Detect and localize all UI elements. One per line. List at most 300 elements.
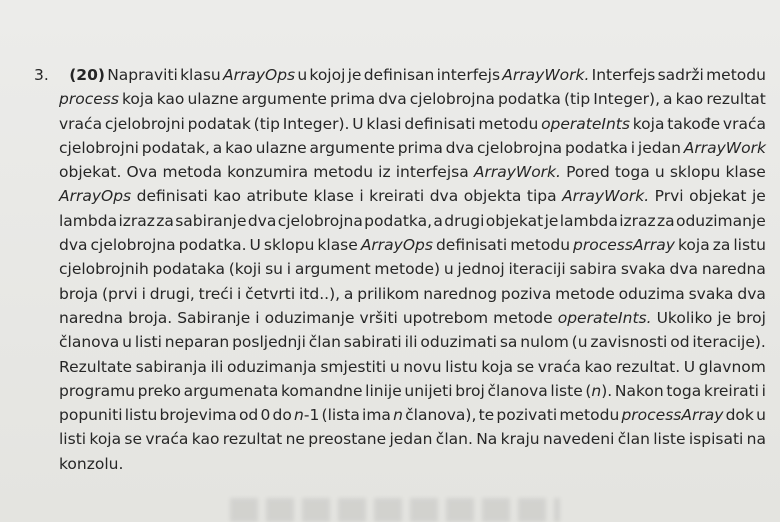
word-group <box>593 87 660 111</box>
word-group <box>159 403 236 427</box>
word-group <box>621 403 723 427</box>
word-group <box>361 233 433 257</box>
word-group <box>187 87 238 111</box>
word-group <box>520 330 569 354</box>
word: definisati <box>136 187 208 206</box>
word: sklopu <box>263 236 315 255</box>
word-group <box>213 136 223 160</box>
word: novu <box>403 357 442 376</box>
word: Ukoliko <box>656 308 713 327</box>
word-group <box>102 282 138 306</box>
word-group <box>352 112 363 136</box>
word-group <box>445 355 478 379</box>
word: argument <box>294 260 371 279</box>
word-group <box>657 306 713 330</box>
word: naredna <box>701 260 766 279</box>
task-number: 3. <box>34 66 49 84</box>
word-group <box>565 136 628 160</box>
word-group <box>689 184 746 208</box>
word-group <box>590 330 667 354</box>
word-group <box>59 403 123 427</box>
task-line <box>26 306 766 330</box>
word-group <box>670 330 689 354</box>
word: glavnom <box>698 357 766 376</box>
word: podataka <box>152 260 225 279</box>
word: listu <box>733 236 766 255</box>
task-line <box>26 355 766 379</box>
word: cjelobrojna <box>477 138 563 157</box>
word-group <box>584 355 612 379</box>
word-group <box>295 257 371 281</box>
word-group <box>550 379 582 403</box>
task-line <box>26 112 766 136</box>
word: itd..), <box>299 284 341 303</box>
word: U <box>352 114 364 133</box>
word-group <box>653 427 685 451</box>
italic-term: processArray <box>621 406 724 425</box>
word-group <box>313 184 353 208</box>
word: ili <box>404 333 418 352</box>
word: dva <box>669 260 699 279</box>
word: metodu <box>313 163 374 182</box>
word-group <box>184 379 279 403</box>
word-group <box>242 87 327 111</box>
word: lambda <box>59 211 118 230</box>
word-group <box>592 63 656 87</box>
italic-term: ArrayWork. <box>562 187 650 206</box>
italic-term: ArrayWork. <box>473 163 561 182</box>
word: neparan <box>164 333 230 352</box>
word-group <box>396 160 469 184</box>
word: i <box>255 308 260 327</box>
task-line <box>26 257 766 281</box>
word: U <box>249 236 261 255</box>
word-group <box>410 87 495 111</box>
word-group <box>265 257 283 281</box>
word: posljednji <box>232 333 306 352</box>
word-group <box>128 306 172 330</box>
word: smjestiti <box>320 357 387 376</box>
word-group <box>655 184 684 208</box>
word: i <box>236 284 242 303</box>
word: vraća <box>145 430 189 449</box>
word: sabiranja <box>135 357 207 376</box>
word-group <box>500 330 518 354</box>
word-group <box>297 63 307 87</box>
italic-term: ArrayOps <box>222 66 296 84</box>
word-group <box>508 257 565 281</box>
word-group <box>287 257 291 281</box>
word-group <box>615 379 664 403</box>
word-group <box>692 330 765 354</box>
word-group <box>223 63 295 87</box>
word-group <box>510 233 570 257</box>
word-group <box>250 233 261 257</box>
word: podatka <box>564 138 628 157</box>
word: interfejsa <box>395 163 469 182</box>
word-group <box>309 63 345 87</box>
word: jednoj <box>457 260 505 279</box>
word-group <box>560 209 618 233</box>
word-group <box>706 63 766 87</box>
task-line <box>26 427 766 451</box>
word: se <box>516 357 535 376</box>
word: brojevima <box>159 406 237 425</box>
word-group <box>498 87 561 111</box>
word: koja <box>89 430 122 449</box>
word-group <box>237 282 241 306</box>
word: metodu <box>478 114 539 133</box>
word-group <box>403 306 488 330</box>
word: cjelobrojna <box>277 211 363 230</box>
word-group <box>615 160 650 184</box>
word-group <box>313 160 373 184</box>
word: toga <box>614 163 650 182</box>
word: metode <box>555 284 615 303</box>
word: te <box>478 406 495 425</box>
word: ( <box>585 381 592 400</box>
word: (tip <box>563 90 591 109</box>
word-group <box>437 63 501 87</box>
word-group <box>278 209 363 233</box>
word: zavisnosti <box>590 333 668 352</box>
word: u <box>389 357 400 376</box>
word: definisati <box>435 236 508 255</box>
word-group <box>717 306 731 330</box>
word-group <box>165 330 229 354</box>
word-group <box>378 87 407 111</box>
word: dva <box>378 90 407 109</box>
word-group <box>199 282 233 306</box>
word-group <box>723 112 766 136</box>
word: liste <box>653 430 686 449</box>
word: konzolu. <box>59 454 124 473</box>
italic-term: n <box>294 406 304 425</box>
word: objekat <box>689 187 747 206</box>
word: objekta <box>463 187 522 206</box>
word-group <box>478 112 538 136</box>
word: je <box>717 308 732 327</box>
word-group <box>405 403 476 427</box>
word-group <box>444 257 454 281</box>
word: svaka <box>620 260 666 279</box>
word-group <box>59 112 102 136</box>
word: svaka <box>688 284 734 303</box>
word-group <box>248 209 277 233</box>
word-group <box>227 160 308 184</box>
word: kao <box>675 90 704 109</box>
word: preostane <box>308 430 387 449</box>
italic-term: operateInts. <box>557 308 652 327</box>
word-group <box>689 282 734 306</box>
word-group <box>543 427 615 451</box>
word: atribute <box>246 187 308 206</box>
word-group <box>348 63 362 87</box>
word-group <box>559 403 619 427</box>
word: upotrebom <box>402 308 489 327</box>
word: cjelobrojnih <box>59 260 149 279</box>
word-group <box>541 112 630 136</box>
word: takođe <box>667 114 721 133</box>
word: dva <box>59 236 88 255</box>
word-group <box>59 427 86 451</box>
word: ne <box>285 430 305 449</box>
word: naredna <box>59 308 124 327</box>
word-group <box>59 379 135 403</box>
word: metode) <box>374 260 441 279</box>
word: 0 <box>260 406 271 425</box>
word-group <box>179 233 247 257</box>
word-group <box>364 63 435 87</box>
word: dok <box>725 406 754 425</box>
word: jedan <box>389 430 433 449</box>
word: sa <box>499 333 518 352</box>
word: sabirati <box>343 333 402 352</box>
word: u <box>756 406 766 425</box>
word: ima <box>362 406 391 425</box>
word: preko <box>137 381 181 400</box>
word: listu <box>124 406 158 425</box>
word-group <box>555 282 615 306</box>
word-group <box>213 184 241 208</box>
word-group <box>678 233 710 257</box>
word: listu <box>445 357 478 376</box>
word-group <box>689 427 744 451</box>
word: za <box>156 211 174 230</box>
word: i <box>630 138 636 157</box>
word: broj <box>455 381 485 400</box>
word-group <box>91 233 176 257</box>
word-group <box>294 403 319 427</box>
word: (prvi <box>102 284 138 303</box>
word-group <box>616 355 680 379</box>
word-group <box>177 306 250 330</box>
italic-term: processArray <box>573 236 675 255</box>
word-group <box>501 282 551 306</box>
word-group <box>702 257 766 281</box>
task-line <box>26 160 766 184</box>
word-group <box>162 160 222 184</box>
word-group <box>59 209 117 233</box>
task-line <box>26 63 766 87</box>
word: broja <box>59 284 99 303</box>
word-group <box>486 209 543 233</box>
word-group <box>59 160 121 184</box>
word: izraz <box>118 211 155 230</box>
word-group <box>736 306 766 330</box>
word-group <box>404 112 475 136</box>
word: dva <box>737 284 766 303</box>
word: podatka <box>497 90 561 109</box>
word: podatak <box>187 114 251 133</box>
word: dva <box>445 138 475 157</box>
word-group <box>655 160 665 184</box>
word-group <box>330 87 375 111</box>
word: članova <box>487 381 548 400</box>
word-group <box>621 257 666 281</box>
word: Pored <box>566 163 610 182</box>
word-group <box>619 282 685 306</box>
word-group <box>362 403 391 427</box>
word-group <box>264 233 315 257</box>
task-line <box>26 233 766 257</box>
word: kreirati <box>703 381 759 400</box>
word-group <box>430 184 459 208</box>
word: jedan <box>637 138 681 157</box>
word: a <box>343 284 354 303</box>
word-group <box>59 257 149 281</box>
word-group <box>558 306 652 330</box>
word: definisati <box>404 114 476 133</box>
word-group <box>59 87 119 111</box>
word: kojoj <box>309 66 346 84</box>
italic-term: ArrayWork. <box>502 66 590 84</box>
italic-term: ArrayOps <box>360 236 433 255</box>
word: u <box>654 163 665 182</box>
word-group <box>474 160 561 184</box>
word-group <box>618 427 650 451</box>
word: oduzimati <box>420 333 497 352</box>
task-line <box>26 184 766 208</box>
word-group <box>265 306 355 330</box>
word-group <box>436 233 507 257</box>
task-line <box>26 282 766 306</box>
word: u <box>297 66 308 84</box>
word: Interfejs <box>591 66 656 84</box>
word: vraća <box>59 114 103 133</box>
task-line <box>26 209 766 233</box>
word: klase <box>725 163 766 182</box>
word: Napraviti <box>107 66 178 84</box>
word-group <box>59 233 88 257</box>
word-group <box>481 355 513 379</box>
word: treći <box>198 284 234 303</box>
word-group <box>569 257 617 281</box>
word: ili <box>210 357 224 376</box>
word-group <box>138 379 181 403</box>
word: vršiti <box>359 308 398 327</box>
word: rezultat <box>222 430 283 449</box>
word: argumente <box>309 138 395 157</box>
word-group <box>317 233 357 257</box>
word: broj <box>736 308 766 327</box>
word-group <box>260 403 270 427</box>
word-group <box>223 427 283 451</box>
word: objekat <box>485 211 544 230</box>
word: metodu <box>559 406 620 425</box>
word-group <box>619 209 655 233</box>
word: se <box>124 430 143 449</box>
word-group <box>667 112 720 136</box>
word-group <box>545 209 559 233</box>
word-group <box>752 184 766 208</box>
word-group <box>229 257 262 281</box>
word: i <box>141 284 146 303</box>
word: od <box>670 333 690 352</box>
word: kao <box>584 357 613 376</box>
word: Nakon <box>614 381 664 400</box>
word: objekat. <box>59 163 122 182</box>
word-group <box>378 160 390 184</box>
word-group <box>566 160 610 184</box>
word-group <box>107 63 178 87</box>
word-group <box>493 306 553 330</box>
word: argumenata <box>183 381 279 400</box>
word-group <box>476 427 497 451</box>
word: koja <box>121 90 154 109</box>
word-group <box>444 209 484 233</box>
word: iteraciji <box>508 260 566 279</box>
word-group <box>256 136 307 160</box>
word-group <box>390 355 400 379</box>
word: koja <box>481 357 513 376</box>
word: ulazne <box>255 138 307 157</box>
word: a <box>663 90 673 109</box>
word-group <box>145 427 188 451</box>
word-group <box>225 136 253 160</box>
word: U <box>683 357 696 376</box>
word-group <box>59 282 98 306</box>
word-group <box>517 355 535 379</box>
word-group <box>733 233 766 257</box>
word-group <box>210 355 223 379</box>
word-group <box>725 160 765 184</box>
word: kao <box>156 90 185 109</box>
task-line <box>26 452 766 476</box>
word: (u <box>571 333 588 352</box>
word-group <box>105 112 185 136</box>
word: i <box>286 260 292 279</box>
task-3 <box>26 63 766 476</box>
word-group <box>704 379 759 403</box>
word-group <box>663 87 673 111</box>
word: definisan <box>363 66 435 84</box>
word: ulazne <box>187 90 239 109</box>
word-group <box>59 136 139 160</box>
word-group <box>281 379 363 403</box>
italic-term: ArrayWork <box>683 138 766 157</box>
word-group <box>344 330 402 354</box>
word: poziva <box>500 284 552 303</box>
word: broja. <box>128 308 173 327</box>
word-group <box>246 184 308 208</box>
word: drugi, <box>149 284 195 303</box>
word: i <box>359 187 364 206</box>
word-group <box>633 112 665 136</box>
word: Ova <box>126 163 158 182</box>
task-line <box>26 87 766 111</box>
word: kao <box>191 430 220 449</box>
word-group <box>59 184 131 208</box>
word-group <box>747 427 766 451</box>
word: za <box>712 236 731 255</box>
italic-term: n <box>393 406 403 425</box>
word: Prvi <box>654 187 684 206</box>
word-group <box>562 184 649 208</box>
word: tipa <box>526 187 557 206</box>
word-group <box>405 330 418 354</box>
word-group <box>564 87 590 111</box>
word: konzumira <box>227 163 309 182</box>
word-group <box>322 403 360 427</box>
word: cjelobrojna <box>409 90 495 109</box>
word: oduzimanje <box>675 211 766 230</box>
bleed-through-text <box>230 498 560 522</box>
word-group <box>320 355 386 379</box>
word-group <box>393 403 403 427</box>
word: i <box>761 381 766 400</box>
word-group <box>538 355 581 379</box>
